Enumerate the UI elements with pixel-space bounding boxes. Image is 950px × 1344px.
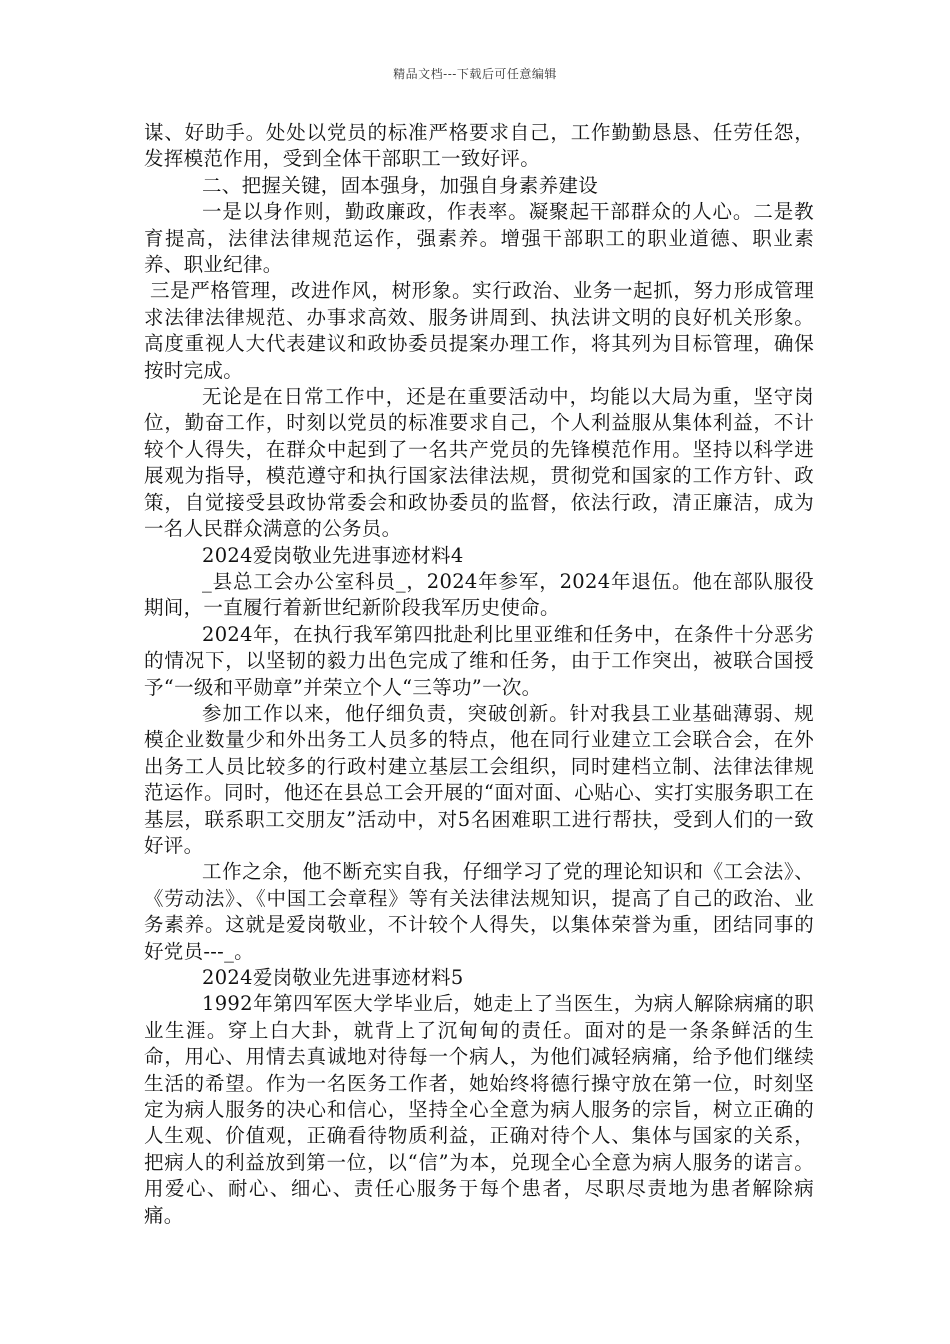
paragraph: 参加工作以来，他仔细负责，突破创新。针对我县工业基础薄弱、规模企业数量少和外出务工人员多的特点，他在同行业建立工会联合会，在外出务工人员比较多的行政村建立基层工会组织，同时建档立制、法律法律规范运作。同时，他还在县总工会开展的“面对面、心贴心、实打实服务职工在基层，联系职工交朋友”活动中，对5名困难职工进行帮扶，受到人们的一致好评。 [144, 701, 814, 857]
paragraph: 一是以身作则，勤政廉政，作表率。凝聚起干部群众的人心。二是教育提高，法律法律规范运作，强素养。增强干部职工的职业道德、职业素养、职业纪律。 [144, 200, 814, 277]
paragraph: 2024年，在执行我军第四批赴利比里亚维和任务中，在条件十分恶劣的情况下，以坚韧的毅力出色完成了维和任务，由于工作突出，被联合国授予“一级和平勋章”并荣立个人“三等功”一次。 [144, 622, 814, 699]
paragraph: _县总工会办公室科员_，2024年参军，2024年退伍。他在部队服役期间，一直履行着新世纪新阶段我军历史使命。 [144, 569, 814, 620]
paragraph: 工作之余，他不断充实自我，仔细学习了党的理论知识和《工会法》、《劳动法》、《中国工会章程》等有关法律法规知识，提高了自己的政治、业务素养。这就是爱岗敬业，不计较个人得失，以集体荣誉为重，团结同事的好党员---_。 [144, 860, 814, 963]
section-heading-material-5: 2024爱岗敬业先进事迹材料5 [202, 966, 464, 989]
section-heading-2: 二、把握关键，固本强身，加强自身素养建设 [202, 173, 599, 197]
paragraph: 1992年第四军医大学毕业后，她走上了当医生，为病人解除病痛的职业生涯。穿上白大卦，就背上了沉甸甸的责任。面对的是一条条鲜活的生命，用心、用情去真诚地对待每一个病人，为他们减轻病痛，给予他们继续生活的希望。作为一名医务工作者，她始终将德行操守放在第一位，时刻坚定为病人服务的决心和信心，坚持全心全意为病人服务的宗旨，树立正确的人生观、价值观，正确看待物质利益，正确对待个人、集体与国家的关系，把病人的利益放到第一位，以“信”为本，兑现全心全意为病人服务的诺言。用爱心、耐心、细心、责任心服务于每个患者，尽职尽责地为患者解除病痛。 [144, 992, 814, 1227]
paragraph-continuation: 谋、好助手。处处以党员的标准严格要求自己，工作勤勤恳恳、任劳任怨，发挥模范作用，受到全体干部职工一致好评。 [144, 121, 814, 171]
paragraph: 无论是在日常工作中，还是在重要活动中，均能以大局为重，坚守岗位，勤奋工作，时刻以党员的标准要求自己，个人利益服从集体利益，不计较个人得失，在群众中起到了一名共产党员的先锋模范作用。坚持以科学进展观为指导，模范遵守和执行国家法律法规，贯彻党和国家的工作方针、政策，自觉接受县政协常委会和政协委员的监督，依法行政，清正廉洁，成为一名人民群众满意的公务员。 [144, 385, 814, 541]
paragraph: 三是严格管理，改进作风，树形象。实行政治、业务一起抓，努力形成管理求法律法律规范、办事求高效、服务讲周到、执法讲文明的良好机关形象。高度重视人大代表建议和政协委员提案办理工作，将其列为目标管理，确保按时完成。 [144, 279, 814, 382]
page-header: 精品文档---下载后可任意编辑 [393, 67, 557, 81]
document-body [144, 120, 814, 1229]
section-heading-material-4: 2024爱岗敬业先进事迹材料4 [202, 543, 464, 567]
